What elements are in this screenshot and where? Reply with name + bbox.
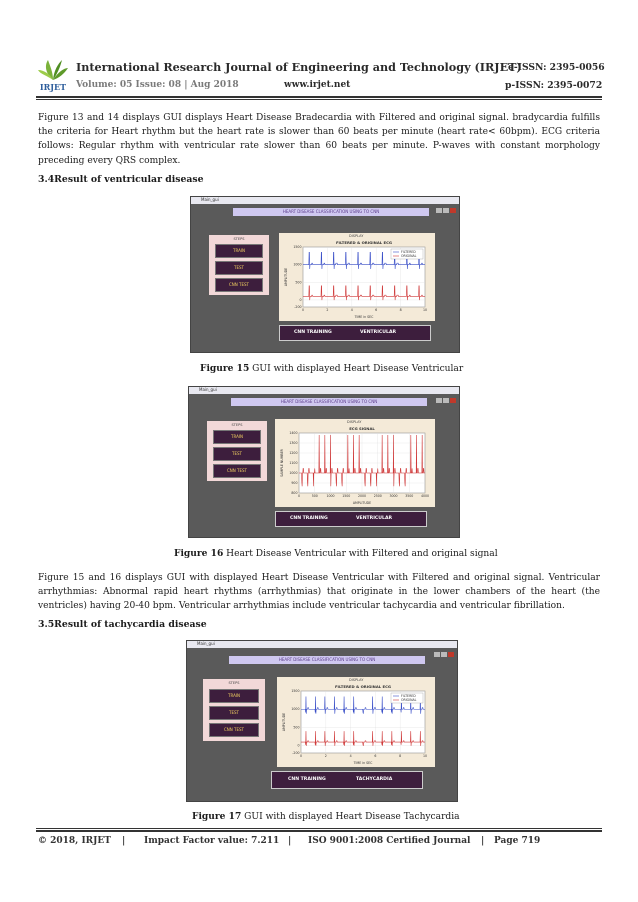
window-title: Main_gui bbox=[199, 387, 217, 392]
gui-banner: HEART DISEASE CLASSIFICATION USING TO CNN bbox=[233, 208, 429, 216]
close-icon[interactable] bbox=[450, 208, 456, 213]
chart-title: ECG SIGNAL bbox=[349, 426, 375, 431]
figure-15-label: Figure 15 bbox=[200, 363, 250, 374]
x-tick-label: 6 bbox=[375, 308, 378, 312]
footer-divider bbox=[36, 830, 602, 832]
x-tick-label: 8 bbox=[399, 754, 402, 758]
y-axis-label: AMPLITUDE bbox=[284, 267, 288, 287]
x-tick-label: 2000 bbox=[357, 494, 367, 498]
y-tick-label: 1300 bbox=[289, 441, 298, 445]
figure-16-gui-screenshot bbox=[188, 386, 460, 538]
pissn: p-ISSN: 2395-0072 bbox=[505, 80, 603, 91]
legend-entry: FILTERED bbox=[401, 694, 416, 698]
gui-banner: HEART DISEASE CLASSIFICATION USING TO CNN bbox=[231, 398, 427, 406]
test-button[interactable]: TEST bbox=[215, 261, 263, 275]
logo-text: IRJET bbox=[39, 82, 67, 92]
gui-banner: HEART DISEASE CLASSIFICATION USING TO CNN bbox=[229, 656, 425, 664]
volume-issue: Volume: 05 Issue: 08 | Aug 2018 bbox=[76, 80, 239, 90]
figure-15-text: GUI with displayed Heart Disease Ventricular bbox=[249, 364, 464, 374]
cnn-test-button[interactable]: CNN TEST bbox=[209, 723, 259, 737]
close-icon[interactable] bbox=[448, 652, 454, 657]
ecg-chart-figure-15 bbox=[279, 233, 435, 321]
legend-entry: ORIGINAL bbox=[401, 698, 417, 702]
maximize-icon[interactable] bbox=[443, 398, 449, 403]
journal-title: International Research Journal of Engineering and Technology (IRJET) bbox=[76, 60, 522, 74]
minimize-icon[interactable] bbox=[436, 398, 442, 403]
window-titlebar bbox=[189, 387, 459, 394]
header-divider-thin bbox=[36, 99, 602, 100]
footer-impact-factor: Impact Factor value: 7.211 bbox=[144, 836, 280, 846]
steps-panel bbox=[207, 421, 267, 481]
ecg-chart-figure-17 bbox=[277, 677, 435, 767]
footer-separator: | bbox=[481, 836, 485, 846]
section-3-4-heading: 3.4Result of ventricular disease bbox=[38, 174, 204, 185]
x-tick-label: 8 bbox=[399, 308, 402, 312]
test-button[interactable]: TEST bbox=[209, 706, 259, 720]
y-tick-label: 1100 bbox=[289, 461, 298, 465]
x-tick-label: 4000 bbox=[420, 494, 430, 498]
result-label: VENTRICULAR bbox=[360, 330, 397, 335]
footer-iso: ISO 9001:2008 Certified Journal bbox=[308, 836, 471, 846]
y-tick-label: 0 bbox=[297, 743, 300, 748]
x-axis-label: TIME in SEC bbox=[353, 761, 373, 765]
figure-17-text: GUI with displayed Heart Disease Tachycardia bbox=[241, 812, 460, 822]
minimize-icon[interactable] bbox=[434, 652, 440, 657]
result-bar bbox=[275, 511, 427, 527]
display-label: DISPLAY bbox=[347, 420, 362, 424]
x-tick-label: 3000 bbox=[389, 494, 398, 498]
figure-17-label: Figure 17 bbox=[192, 811, 242, 822]
x-tick-label: 3500 bbox=[405, 494, 414, 498]
footer-divider-thin bbox=[36, 828, 602, 829]
x-tick-label: 1500 bbox=[342, 494, 351, 498]
footer-separator: | bbox=[288, 836, 292, 846]
window-title: Main_gui bbox=[197, 641, 215, 646]
figure-16-caption bbox=[174, 548, 498, 559]
footer-copyright: © 2018, IRJET bbox=[38, 836, 111, 846]
y-axis-label: AMPLITUDE bbox=[282, 712, 286, 732]
y-axis-label: SAMPLE NUMBER bbox=[280, 449, 284, 477]
y-tick-label: 1400 bbox=[289, 431, 298, 435]
figure-17-caption bbox=[192, 811, 460, 822]
x-axis-label: TIME in SEC bbox=[354, 315, 374, 319]
y-tick-label: -200 bbox=[294, 305, 302, 309]
x-tick-label: 4 bbox=[349, 754, 352, 758]
steps-label: STEPS bbox=[228, 681, 240, 685]
y-tick-label: 1200 bbox=[289, 451, 298, 455]
footer-separator: | bbox=[122, 836, 126, 846]
x-tick-label: 1000 bbox=[326, 494, 335, 498]
figure-15-caption bbox=[200, 363, 463, 374]
y-tick-label: 900 bbox=[291, 481, 298, 485]
x-tick-label: 0 bbox=[301, 308, 305, 312]
train-button[interactable]: TRAIN bbox=[215, 244, 263, 258]
result-bar bbox=[279, 325, 431, 341]
y-tick-label: 1500 bbox=[293, 245, 302, 249]
journal-website[interactable]: www.irjet.net bbox=[284, 80, 351, 90]
chart-title: FILTERED & ORIGINAL ECG bbox=[334, 684, 392, 689]
x-tick-label: 2 bbox=[326, 308, 329, 312]
window-controls bbox=[435, 198, 457, 203]
display-panel bbox=[275, 419, 435, 507]
y-tick-label: 500 bbox=[295, 280, 302, 285]
close-icon[interactable] bbox=[450, 398, 456, 403]
x-tick-label: 4 bbox=[350, 308, 353, 312]
x-tick-label: 0 bbox=[299, 754, 303, 758]
y-tick-label: -200 bbox=[292, 751, 300, 755]
y-tick-label: 800 bbox=[291, 491, 298, 495]
x-tick-label: 10 bbox=[422, 308, 428, 312]
y-tick-label: 500 bbox=[293, 725, 300, 730]
figure-16-label: Figure 16 bbox=[174, 548, 224, 559]
window-controls bbox=[433, 642, 455, 647]
display-panel bbox=[279, 233, 435, 321]
chart-title: FILTERED & ORIGINAL ECG bbox=[335, 240, 393, 245]
cnn-test-button[interactable]: CNN TEST bbox=[215, 278, 263, 292]
train-button[interactable]: TRAIN bbox=[213, 430, 261, 444]
irjet-logo bbox=[36, 56, 70, 92]
steps-label: STEPS bbox=[233, 237, 245, 241]
figure-17-gui-screenshot bbox=[186, 640, 458, 802]
cnn-test-button[interactable]: CNN TEST bbox=[213, 464, 261, 478]
maximize-icon[interactable] bbox=[441, 652, 447, 657]
x-tick-label: 2500 bbox=[373, 494, 382, 498]
window-titlebar bbox=[191, 197, 459, 204]
cnn-training-label: CNN TRAINING bbox=[288, 777, 326, 782]
footer-page-number: Page 719 bbox=[494, 836, 541, 846]
window-titlebar bbox=[187, 641, 457, 648]
x-axis-label: AMPLITUDE bbox=[352, 501, 372, 505]
display-label: DISPLAY bbox=[349, 678, 364, 682]
leaf-logo-icon bbox=[36, 56, 70, 92]
x-tick-label: 2 bbox=[324, 754, 327, 758]
y-tick-label: 1000 bbox=[289, 471, 298, 475]
cnn-training-label: CNN TRAINING bbox=[290, 516, 328, 521]
figure-16-text: Heart Disease Ventricular with Filtered and original signal bbox=[223, 549, 498, 559]
x-tick-label: 6 bbox=[374, 754, 377, 758]
test-button[interactable]: TEST bbox=[213, 447, 261, 461]
x-tick-label: 500 bbox=[311, 494, 318, 498]
train-button[interactable]: TRAIN bbox=[209, 689, 259, 703]
y-tick-label: 1000 bbox=[293, 262, 302, 267]
paragraph-ventricular: Figure 15 and 16 displays GUI with displayed Heart Disease Ventricular with Filtered and original signal. Ventricular arrhythmias: Abnormal rapid heart rhythms (arrhythmias) that originate in the lower chambers of the heart (the ventricles) having 20-40 bpm. Ventricular arrhythmias include ventricular tachycardia and ventricular fibrillation. bbox=[38, 573, 600, 612]
x-tick-label: 0 bbox=[297, 494, 301, 498]
result-bar bbox=[271, 771, 423, 789]
legend-entry: FILTERED bbox=[401, 250, 416, 254]
paragraph-bradycardia: Figure 13 and 14 displays GUI displays Heart Disease Bradecardia with Filtered and original signal. bradycardia fulfills the criteria for Heart rhythm but the heart rate is slower than 60 beats per minute (heart rate< 60bpm). ECG criteria follows: Regular rhythm with ventricular rate slower than 60 beats per minute. P-waves with constant morphology preceding every QRS complex. bbox=[38, 113, 600, 166]
window-title: Main_gui bbox=[201, 197, 219, 202]
legend-entry: ORIGINAL bbox=[401, 254, 417, 258]
minimize-icon[interactable] bbox=[436, 208, 442, 213]
eissn: e-ISSN: 2395-0056 bbox=[508, 62, 605, 73]
display-label: DISPLAY bbox=[349, 234, 364, 238]
header-divider bbox=[36, 96, 602, 98]
display-panel bbox=[277, 677, 435, 767]
ecg-chart-figure-16 bbox=[275, 419, 435, 507]
y-tick-label: 0 bbox=[299, 297, 302, 302]
steps-panel bbox=[203, 679, 265, 741]
cnn-training-label: CNN TRAINING bbox=[294, 330, 332, 335]
section-3-5-heading: 3.5Result of tachycardia disease bbox=[38, 619, 207, 630]
y-tick-label: 1500 bbox=[291, 689, 300, 693]
steps-label: STEPS bbox=[231, 423, 243, 427]
steps-panel bbox=[209, 235, 269, 295]
window-controls bbox=[435, 388, 457, 393]
y-tick-label: 1000 bbox=[291, 707, 300, 712]
x-tick-label: 10 bbox=[422, 754, 428, 758]
figure-15-gui-screenshot bbox=[190, 196, 460, 353]
result-label: VENTRICULAR bbox=[356, 516, 393, 521]
maximize-icon[interactable] bbox=[443, 208, 449, 213]
result-label: TACHYCARDIA bbox=[356, 777, 393, 782]
